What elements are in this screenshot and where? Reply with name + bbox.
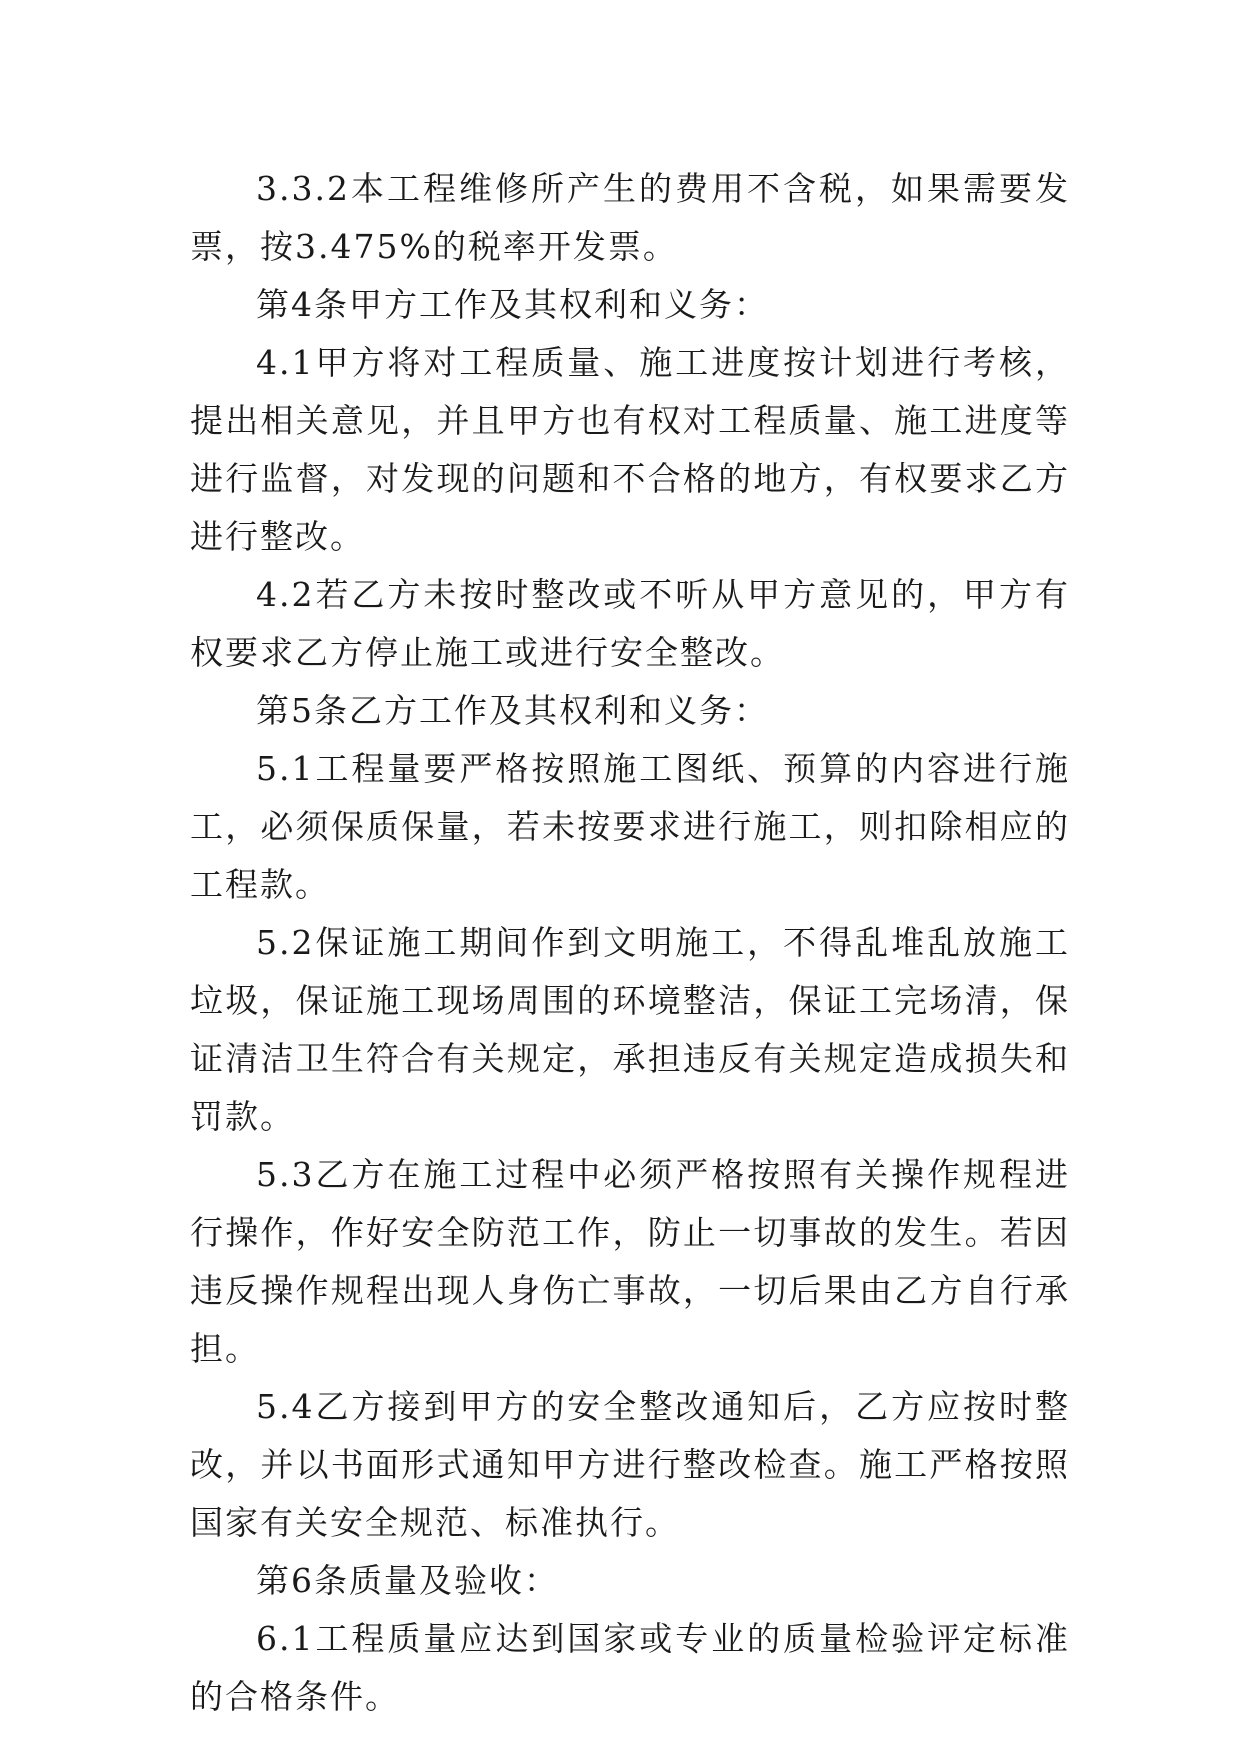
paragraph-5-1: 5.1工程量要严格按照施工图纸、预算的内容进行施工，必须保质保量，若未按要求进行施工，则扣除相应的工程款。	[190, 749, 1070, 904]
heading-article-6: 第6条质量及验收：	[256, 1561, 559, 1600]
heading-article-4: 第4条甲方工作及其权利和义务：	[256, 285, 769, 324]
paragraph-6-1: 6.1工程质量应达到国家或专业的质量检验评定标准的合格条件。	[190, 1619, 1070, 1716]
document-body	[190, 160, 1070, 1726]
paragraph-5-4: 5.4乙方接到甲方的安全整改通知后，乙方应按时整改，并以书面形式通知甲方进行整改检查。施工严格按照国家有关安全规范、标准执行。	[190, 1387, 1070, 1542]
paragraph-5-2: 5.2保证施工期间作到文明施工，不得乱堆乱放施工垃圾，保证施工现场周围的环境整洁，保证工完场清，保证清洁卫生符合有关规定，承担违反有关规定造成损失和罚款。	[190, 923, 1070, 1136]
paragraph-5-3: 5.3乙方在施工过程中必须严格按照有关操作规程进行操作，作好安全防范工作，防止一切事故的发生。若因违反操作规程出现人身伤亡事故，一切后果由乙方自行承担。	[190, 1155, 1070, 1368]
heading-article-5: 第5条乙方工作及其权利和义务：	[256, 691, 769, 730]
paragraph-4-1: 4.1甲方将对工程质量、施工进度按计划进行考核，提出相关意见，并且甲方也有权对工程质量、施工进度等进行监督，对发现的问题和不合格的地方，有权要求乙方进行整改。	[190, 343, 1070, 556]
paragraph-3-3-2: 3.3.2本工程维修所产生的费用不含税，如果需要发票，按3.475%的税率开发票。	[190, 169, 1070, 266]
paragraph-4-2: 4.2若乙方未按时整改或不听从甲方意见的，甲方有权要求乙方停止施工或进行安全整改。	[190, 575, 1070, 672]
